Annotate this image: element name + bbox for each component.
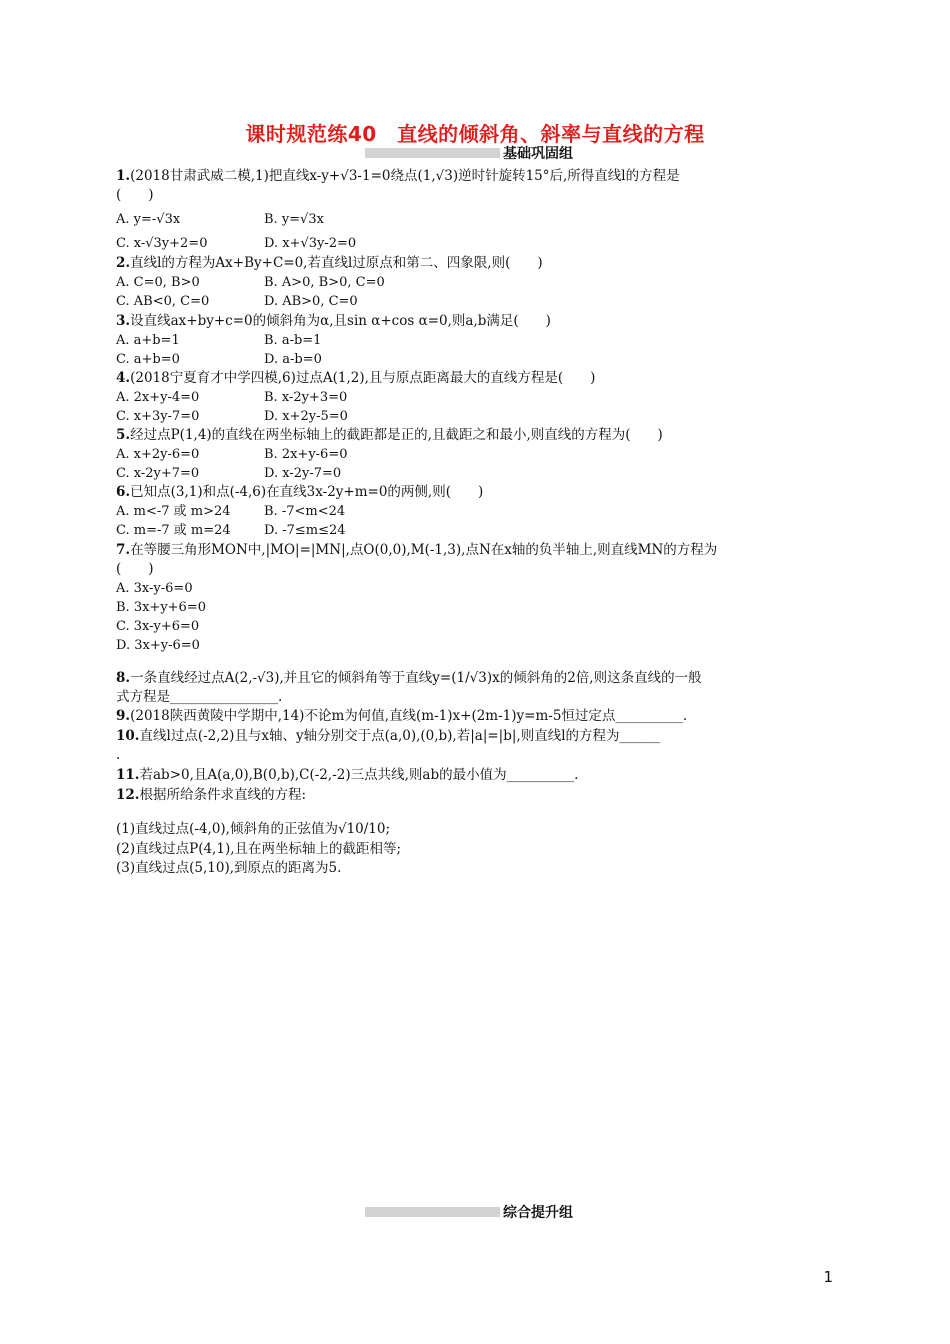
section-label: 基础巩固组 <box>503 146 573 162</box>
question-text: 若ab>0,且A(a,0),B(0,b),C(-2,-2)三点共线,则ab的最小值为__________. <box>139 767 579 783</box>
question-text: (1)直线过点(-4,0),倾斜角的正弦值为√10/10; <box>116 821 391 837</box>
option-c: C. m=-7 或 m=24 <box>116 523 231 538</box>
question-text: 式方程是________________. <box>116 689 283 705</box>
question-text: 一条直线经过点A(2,-√3),并且它的倾斜角等于直线y=(1/√3)x的倾斜角的2倍,则这条直线的一般 <box>130 670 702 686</box>
question-text: ( ) <box>116 187 154 203</box>
option-d: D. AB>0, C=0 <box>264 294 358 309</box>
option-c: C. 3x-y+6=0 <box>116 619 200 634</box>
option-b: B. a-b=1 <box>264 333 322 348</box>
option-a: A. C=0, B>0 <box>116 275 200 290</box>
option-d: D. 3x+y-6=0 <box>116 638 200 653</box>
question-text: (2018宁夏育才中学四模,6)过点A(1,2),且与原点距离最大的直线方程是( ) <box>130 370 596 386</box>
option-d: D. -7≤m≤24 <box>264 523 346 538</box>
question-number: 1. <box>116 168 131 184</box>
question-text: 直线l的方程为Ax+By+C=0,若直线l过原点和第二、四象限,则( ) <box>130 255 543 271</box>
option-a: A. a+b=1 <box>116 333 180 348</box>
question-text: 已知点(3,1)和点(-4,6)在直线3x-2y+m=0的两侧,则( ) <box>130 484 484 500</box>
question-number: 7. <box>116 542 131 558</box>
option-c: C. x-√3y+2=0 <box>116 236 208 251</box>
section-label: 综合提升组 <box>503 1205 573 1221</box>
question-number: 11. <box>116 767 140 783</box>
option-c: C. x+3y-7=0 <box>116 409 200 424</box>
option-d: D. x+√3y-2=0 <box>264 236 357 251</box>
option-b: B. 2x+y-6=0 <box>264 447 348 462</box>
option-a: A. 3x-y-6=0 <box>116 581 193 596</box>
option-c: C. a+b=0 <box>116 352 180 367</box>
question-text: (2018甘肃武威二模,1)把直线x-y+√3-1=0绕点(1,√3)逆时针旋转15°后,所得直线l的方程是 <box>130 168 680 184</box>
question-number: 3. <box>116 313 131 329</box>
page-number: 1 <box>823 1268 833 1286</box>
question-number: 4. <box>116 370 131 386</box>
question-text: 根据所给条件求直线的方程: <box>139 787 307 803</box>
question-text: 在等腰三角形MON中,|MO|=|MN|,点O(0,0),M(-1,3),点N在x轴的负半轴上,则直线MN的方程为 <box>130 542 718 558</box>
option-a: A. 2x+y-4=0 <box>116 390 200 405</box>
option-d: D. x+2y-5=0 <box>264 409 348 424</box>
question-text: . <box>116 747 121 763</box>
option-b: B. -7<m<24 <box>264 504 346 519</box>
question-text: 经过点P(1,4)的直线在两坐标轴上的截距都是正的,且截距之和最小,则直线的方程为( ) <box>130 427 663 443</box>
option-a: A. y=-√3x <box>116 212 181 227</box>
question-number: 10. <box>116 728 140 744</box>
page-title: 课时规范练40 直线的倾斜角、斜率与直线的方程 <box>245 122 705 146</box>
option-b: B. 3x+y+6=0 <box>116 600 206 615</box>
question-number: 6. <box>116 484 131 500</box>
option-d: D. a-b=0 <box>264 352 322 367</box>
option-b: B. A>0, B>0, C=0 <box>264 275 385 290</box>
question-number: 5. <box>116 427 131 443</box>
question-number: 2. <box>116 255 131 271</box>
question-text: (2018陕西黄陵中学期中,14)不论m为何值,直线(m-1)x+(2m-1)y=m-5恒过定点__________. <box>130 708 688 724</box>
question-text: (3)直线过点(5,10),到原点的距离为5. <box>116 860 342 876</box>
question-text: (2)直线过点P(4,1),且在两坐标轴上的截距相等; <box>116 841 402 857</box>
question-number: 9. <box>116 708 131 724</box>
option-a: A. m<-7 或 m>24 <box>116 504 231 519</box>
option-b: B. x-2y+3=0 <box>264 390 348 405</box>
option-a: A. x+2y-6=0 <box>116 447 200 462</box>
option-c: C. x-2y+7=0 <box>116 466 200 481</box>
option-b: B. y=√3x <box>264 212 324 227</box>
question-text: 直线l过点(-2,2)且与x轴、y轴分别交于点(a,0),(0,b),若|a|=|b|,则直线l的方程为______ <box>139 728 661 744</box>
question-text: 设直线ax+by+c=0的倾斜角为α,且sin α+cos α=0,则a,b满足( ) <box>130 313 551 329</box>
question-text: ( ) <box>116 561 154 577</box>
option-c: C. AB<0, C=0 <box>116 294 210 309</box>
question-number: 12. <box>116 787 140 803</box>
section-bar <box>365 1207 500 1217</box>
question-number: 8. <box>116 670 131 686</box>
section-bar <box>365 148 500 158</box>
option-d: D. x-2y-7=0 <box>264 466 342 481</box>
